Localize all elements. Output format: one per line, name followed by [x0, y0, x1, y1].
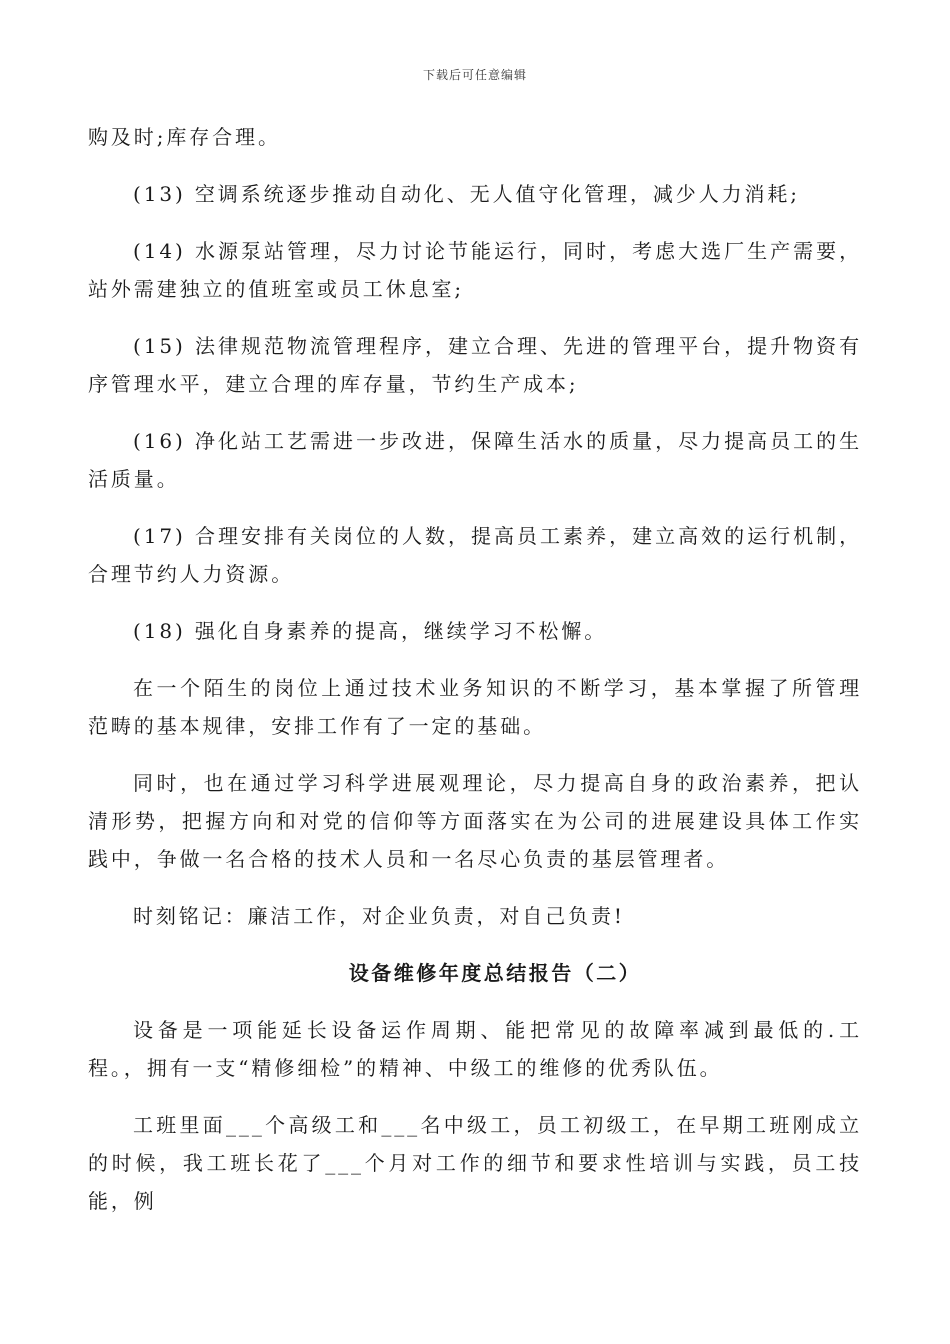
section-paragraph-intro: 设备是一项能延长设备运作周期、能把常见的故障率减到最低的.工程。，拥有一支“精修细检”的精神、中级工的维修的优秀队伍。 [88, 1018, 862, 1080]
page-header-note: 下载后可任意编辑 [422, 68, 527, 82]
list-item-13: (13) 空调系统逐步推动自动化、无人值守化管理，减少人力消耗; [133, 182, 800, 206]
paragraph-learning: 在一个陌生的岗位上通过技术业务知识的不断学习，基本掌握了所管理范畴的基本规律，安排工作有了一定的基础。 [88, 676, 862, 738]
list-item-18: (18) 强化自身素养的提高，继续学习不松懈。 [133, 619, 608, 643]
document-body [88, 118, 862, 1239]
list-item-14: (14) 水源泵站管理，尽力讨论节能运行，同时，考虑大选厂生产需要，站外需建独立的值班室或员工休息室; [88, 239, 862, 301]
list-item-17: (17) 合理安排有关岗位的人数，提高员工素养，建立高效的运行机制，合理节约人力资源。 [88, 524, 862, 586]
list-item-15: (15) 法律规范物流管理程序，建立合理、先进的管理平台，提升物资有序管理水平，建立合理的库存量，节约生产成本; [88, 334, 862, 396]
section-paragraph-team: 工班里面___个高级工和___名中级工，员工初级工，在早期工班刚成立的时候，我工班长花了___个月对工作的细节和要求性培训与实践，员工技能，例 [88, 1113, 862, 1213]
paragraph-motto: 时刻铭记：廉洁工作，对企业负责，对自己负责! [133, 904, 625, 928]
paragraph-continuation: 购及时;库存合理。 [88, 125, 281, 149]
section-title: 设备维修年度总结报告（二） [348, 961, 642, 985]
paragraph-politics: 同时，也在通过学习科学进展观理论，尽力提高自身的政治素养，把认清形势，把握方向和对党的信仰等方面落实在为公司的进展建设具体工作实践中，争做一名合格的技术人员和一名尽心负责的基层管理者。 [88, 771, 862, 871]
list-item-16: (16) 净化站工艺需进一步改进，保障生活水的质量，尽力提高员工的生活质量。 [88, 429, 862, 491]
